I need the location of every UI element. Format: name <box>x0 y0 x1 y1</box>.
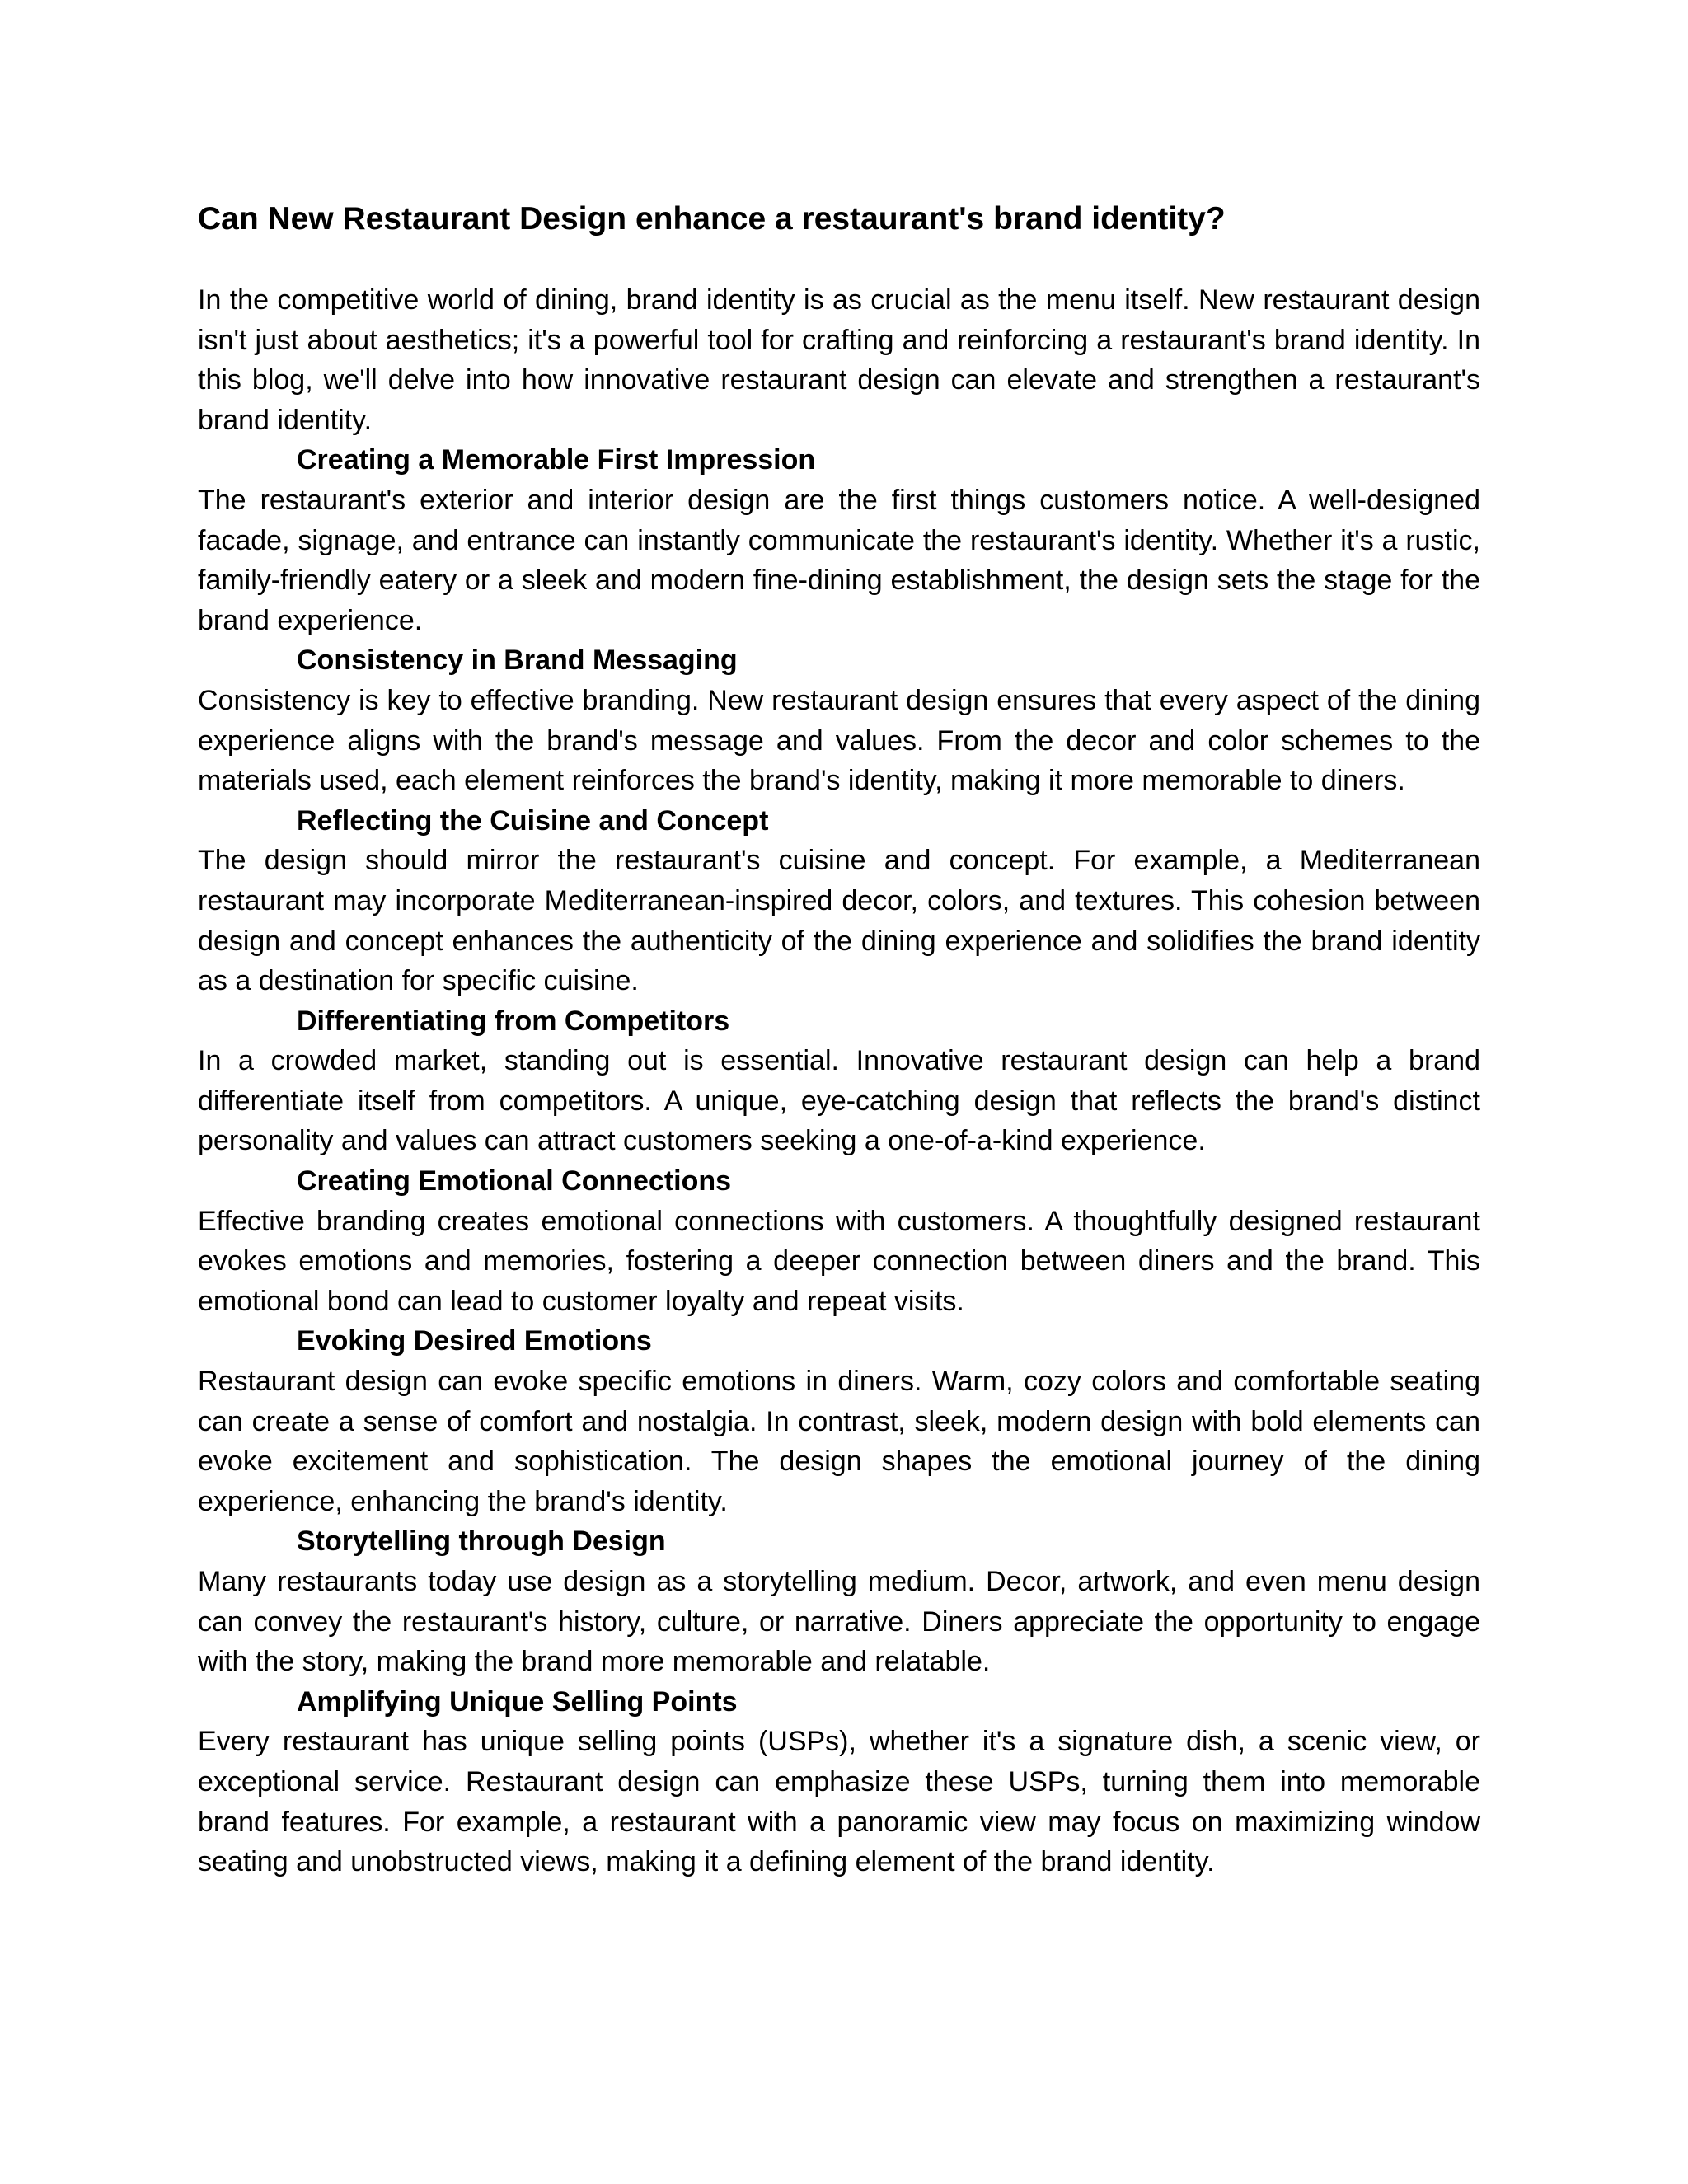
section-body-competitors: In a crowded market, standing out is essential. Innovative restaurant design can help a brand differentiate itself from competitors. A unique, eye-catching design that reflects the brand's distinct personality and values can attract customers seeking a one-of-a-kind experience. <box>198 1045 1480 1157</box>
section-heading-brand-messaging: Consistency in Brand Messaging <box>297 644 738 677</box>
section-heading-storytelling: Storytelling through Design <box>297 1526 666 1558</box>
section-heading-desired-emotions: Evoking Desired Emotions <box>297 1325 652 1357</box>
section-body-cuisine-concept: The design should mirror the restaurant's cuisine and concept. For example, a Mediterranean restaurant may incorporate Mediterranean-inspired decor, colors, and textures. This cohesion between design and concept enhances the authenticity of the dining experience and solidifies the brand identity as a destination for specific cuisine. <box>198 845 1480 997</box>
intro-paragraph: In the competitive world of dining, brand identity is as crucial as the menu itself. New restaurant design isn't just about aesthetics; it's a powerful tool for crafting and reinforcing a restaurant's brand identity. In this blog, we'll delve into how innovative restaurant design can elevate and strengthen a restaurant's brand identity. <box>198 284 1480 436</box>
section-heading-competitors: Differentiating from Competitors <box>297 1005 730 1037</box>
section-body-emotional-connections: Effective branding creates emotional connections with customers. A thoughtfully designed restaurant evokes emotions and memories, fostering a deeper connection between diners and the brand. This emotional bond can lead to customer loyalty and repeat visits. <box>198 1205 1480 1317</box>
section-heading-emotional-connections: Creating Emotional Connections <box>297 1165 732 1197</box>
section-body-brand-messaging: Consistency is key to effective branding. New restaurant design ensures that every aspect of the dining experience aligns with the brand's message and values. From the decor and color schemes to the materials used, each element reinforces the brand's identity, making it more memorable to diners. <box>198 684 1480 797</box>
section-body-desired-emotions: Restaurant design can evoke specific emotions in diners. Warm, cozy colors and comfortable seating can create a sense of comfort and nostalgia. In contrast, sleek, modern design with bold elements can evoke excitement and sophistication. The design shapes the emotional journey of the dining experience, enhancing the brand's identity. <box>198 1366 1480 1517</box>
section-heading-cuisine-concept: Reflecting the Cuisine and Concept <box>297 804 769 837</box>
section-heading-first-impression: Creating a Memorable First Impression <box>297 444 816 476</box>
section-body-usps: Every restaurant has unique selling points (USPs), whether it's a signature dish, a scenic view, or exceptional service. Restaurant design can emphasize these USPs, turning them into memorable brand features. For example, a restaurant with a panoramic view may focus on maximizing window seating and unobstructed views, making it a defining element of the brand identity. <box>198 1726 1480 1878</box>
document-body <box>198 280 1480 1882</box>
document-title: Can New Restaurant Design enhance a restaurant's brand identity? <box>198 201 1226 237</box>
section-body-storytelling: Many restaurants today use design as a storytelling medium. Decor, artwork, and even menu design can convey the restaurant's history, culture, or narrative. Diners appreciate the opportunity to engage with the story, making the brand more memorable and relatable. <box>198 1566 1480 1678</box>
section-body-first-impression: The restaurant's exterior and interior design are the first things customers notice. A well-designed facade, signage, and entrance can instantly communicate the restaurant's identity. Whether it's a rustic, family-friendly eatery or a sleek and modern fine-dining establishment, the design sets the stage for the brand experience. <box>198 484 1480 636</box>
section-heading-usps: Amplifying Unique Selling Points <box>297 1685 738 1718</box>
